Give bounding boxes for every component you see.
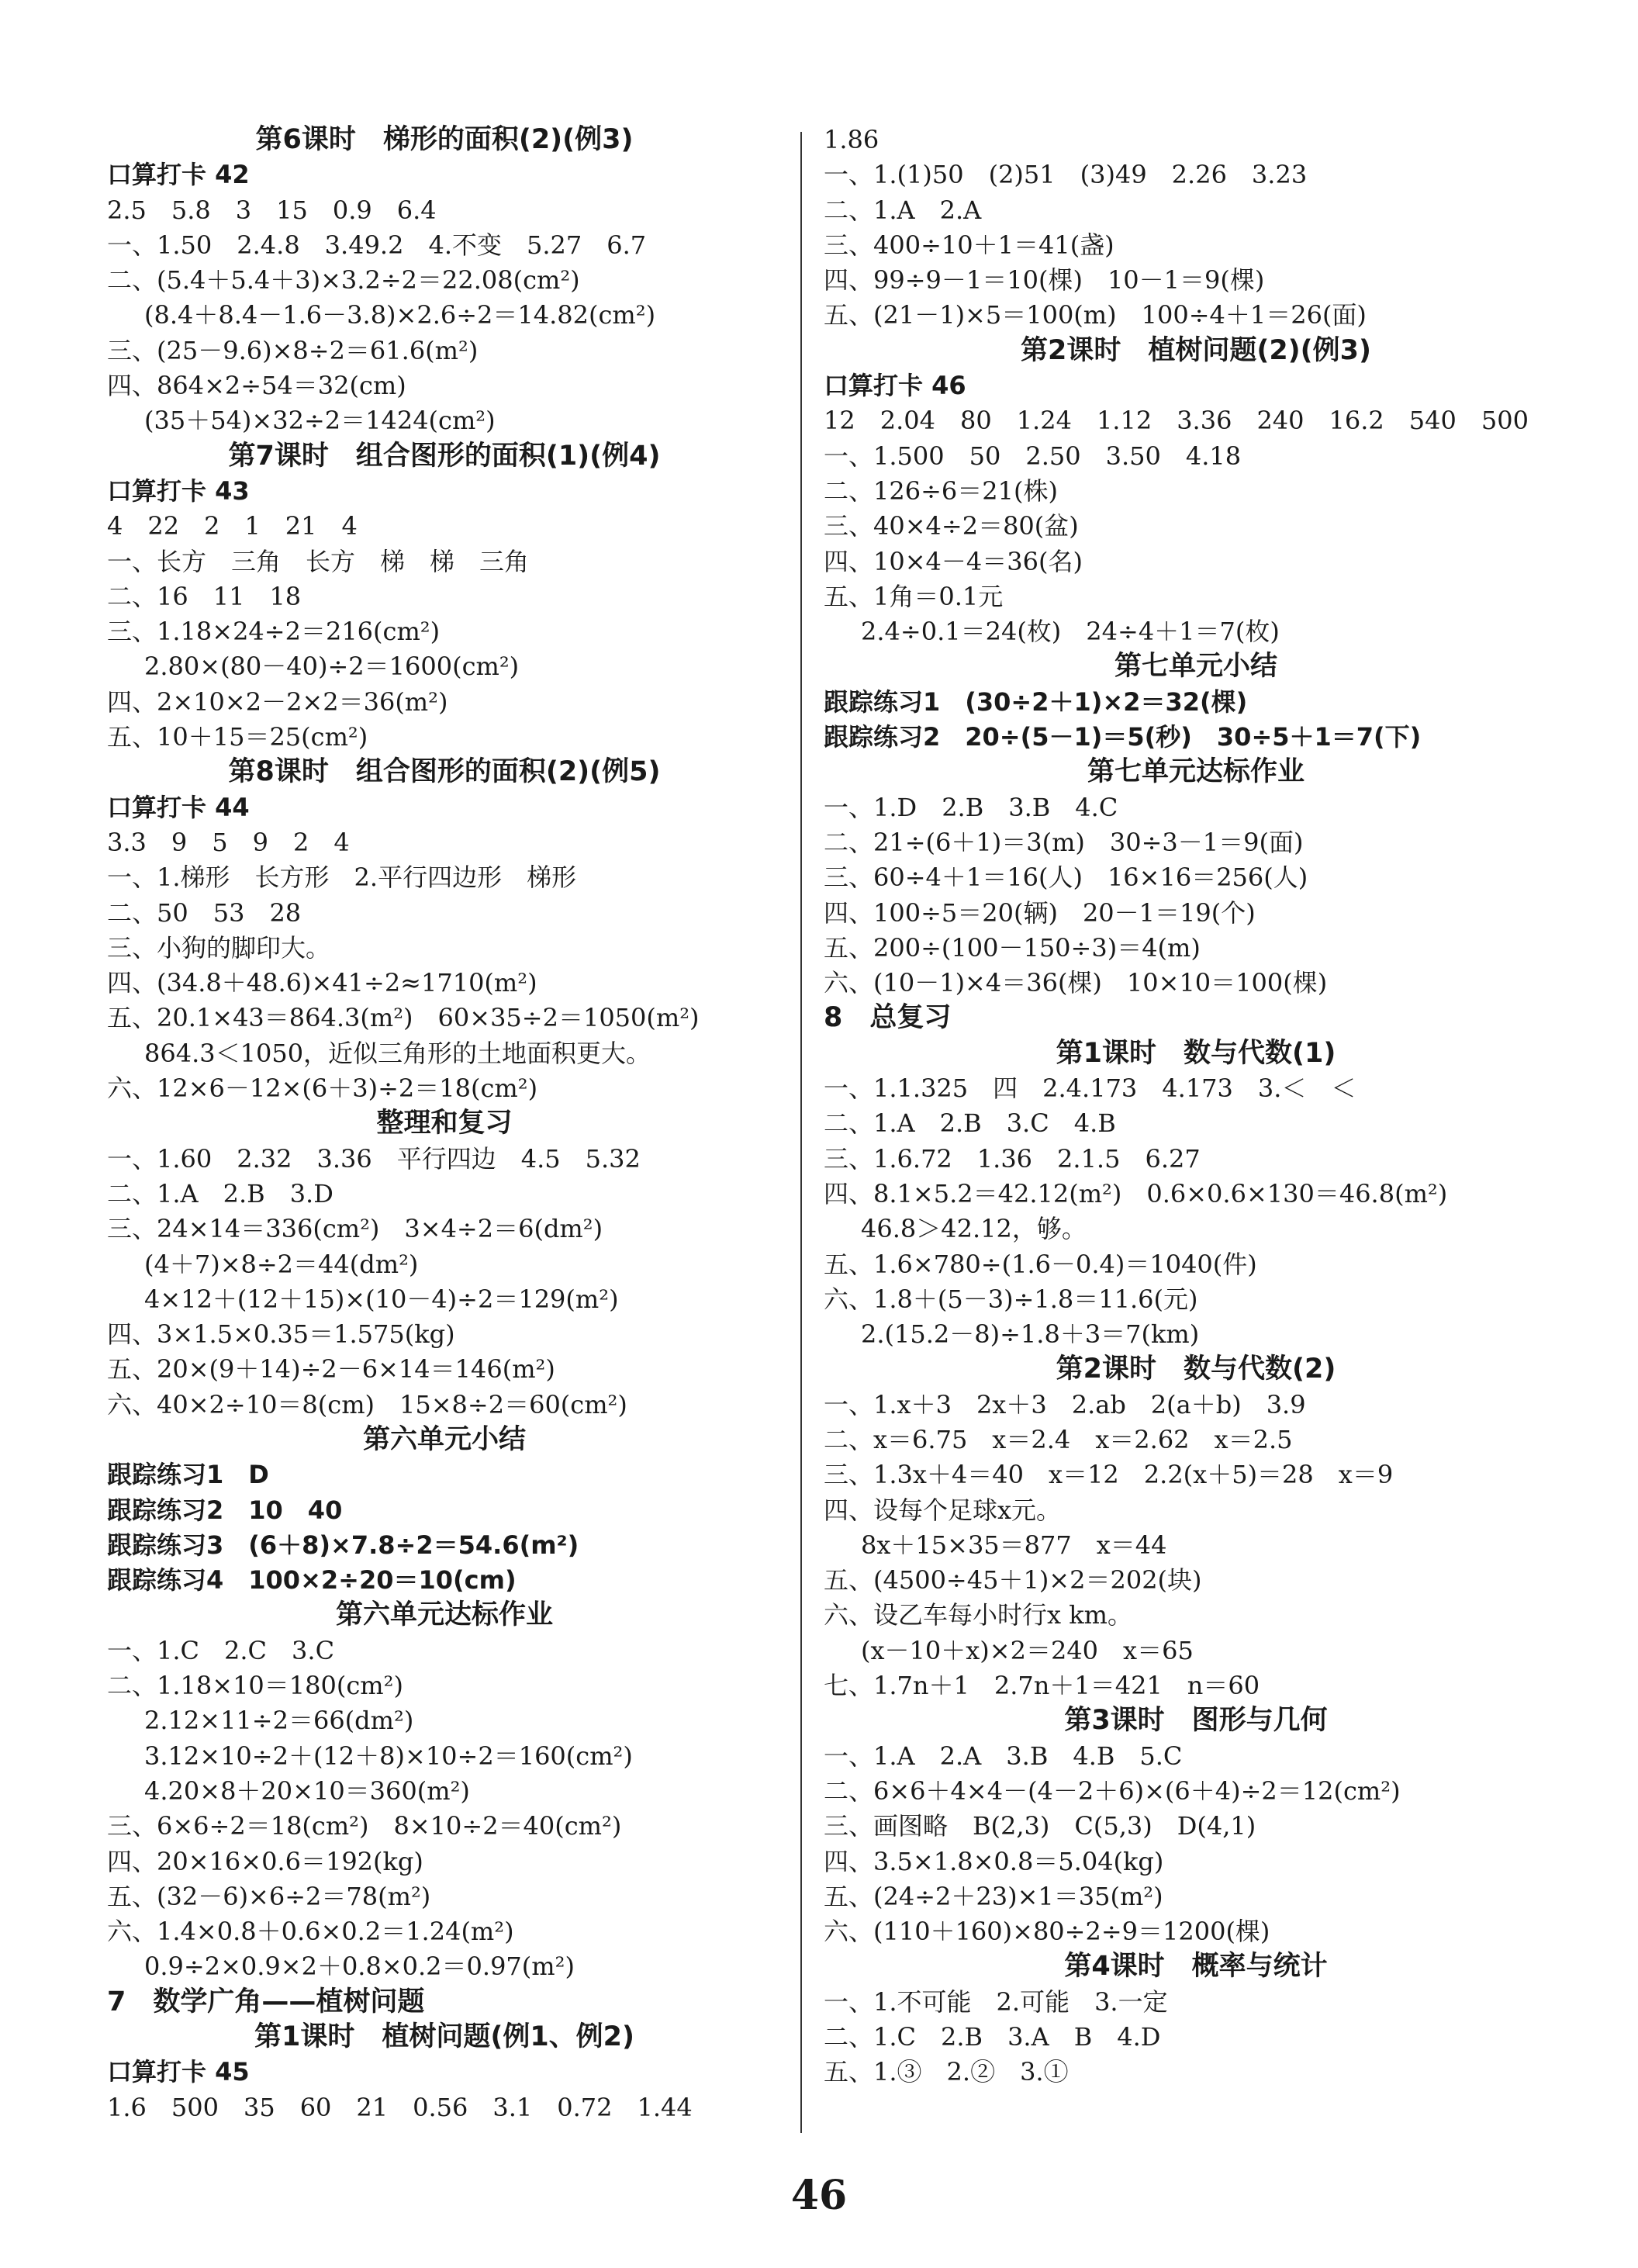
- practice-label-line: 跟踪练习2 10 40: [107, 1495, 343, 1525]
- answer-line: 五、1.③ 2.② 3.①: [824, 2057, 1069, 2087]
- answer-line: 七、1.7n＋1 2.7n＋1＝421 n＝60: [824, 1671, 1260, 1701]
- answer-line: 二、(5.4＋5.4＋3)×3.2÷2＝22.08(cm²): [107, 265, 580, 296]
- answer-line: 六、12×6－12×(6＋3)÷2＝18(cm²): [107, 1073, 538, 1104]
- answer-line-continued: 4×12＋(12＋15)×(10－4)÷2＝129(m²): [144, 1284, 619, 1314]
- answer-line: 五、(4500÷45＋1)×2＝202(块): [824, 1565, 1202, 1596]
- answer-line: 二、1.A 2.B 3.D: [107, 1178, 333, 1208]
- answer-line: 三、1.3x＋4＝40 x＝12 2.2(x＋5)＝28 x＝9: [824, 1460, 1394, 1490]
- section-heading: 第8课时 组合图形的面积(2)(例5): [228, 756, 661, 788]
- section-heading: 第1课时 数与代数(1): [1056, 1037, 1336, 1069]
- answer-line-continued: (8.4＋8.4－1.6－3.8)×2.6÷2＝14.82(cm²): [144, 300, 656, 330]
- answer-line: 三、1.6.72 1.36 2.1.5 6.27: [824, 1143, 1201, 1174]
- answer-line: 五、20×(9＋14)÷2－6×14＝146(m²): [107, 1354, 555, 1385]
- answer-line: 五、10＋15＝25(cm²): [107, 722, 368, 752]
- answer-line-continued: (4＋7)×8÷2＝44(dm²): [144, 1249, 419, 1279]
- answer-line: 三、24×14＝336(cm²) 3×4÷2＝6(dm²): [107, 1214, 603, 1244]
- answer-line: 一、1.A 2.A 3.B 4.B 5.C: [824, 1741, 1183, 1771]
- answer-line: 一、1.D 2.B 3.B 4.C: [824, 792, 1118, 822]
- practice-label-line: 跟踪练习3 (6＋8)×7.8÷2＝54.6(m²): [107, 1530, 579, 1560]
- answer-line: 二、1.18×10＝180(cm²): [107, 1671, 403, 1701]
- answer-line: 一、1.60 2.32 3.36 平行四边 4.5 5.32: [107, 1143, 641, 1174]
- answer-line: 四、20×16×0.6＝192(kg): [107, 1846, 423, 1876]
- right-column: [824, 123, 1568, 2090]
- answer-line: 六、40×2÷10＝8(cm) 15×8÷2＝60(cm²): [107, 1389, 627, 1419]
- answer-line: 4 22 2 1 21 4: [107, 511, 358, 541]
- answer-line-continued: 3.12×10÷2＋(12＋8)×10÷2＝160(cm²): [144, 1741, 633, 1771]
- answer-line: 四、864×2÷54＝32(cm): [107, 371, 406, 401]
- practice-label-line: 口算打卡 42: [107, 160, 250, 190]
- answer-line: 1.6 500 35 60 21 0.56 3.1 0.72 1.44: [107, 2092, 693, 2122]
- section-heading: 第七单元小结: [1114, 651, 1277, 683]
- answer-line: 四、2×10×2－2×2＝36(m²): [107, 686, 448, 717]
- practice-label-line: 跟踪练习1 D: [107, 1460, 269, 1490]
- unit-heading: 8 总复习: [824, 1002, 952, 1034]
- answer-line: 四、10×4－4＝36(名): [824, 546, 1083, 576]
- answer-line-continued: 8x＋15×35＝877 x＝44: [861, 1530, 1167, 1560]
- answer-line-continued: 4.20×8＋20×10＝360(m²): [144, 1775, 470, 1806]
- answer-line: 三、40×4÷2＝80(盆): [824, 511, 1079, 541]
- answer-line: 四、设每个足球x元。: [824, 1495, 1062, 1525]
- answer-line-continued: 2.(15.2－8)÷1.8＋3＝7(km): [861, 1319, 1200, 1350]
- answer-line: 一、1.500 50 2.50 3.50 4.18: [824, 441, 1242, 471]
- answer-line: 一、1.不可能 2.可能 3.一定: [824, 1986, 1168, 2017]
- unit-heading: 7 数学广角——植树问题: [107, 1986, 425, 2017]
- answer-line: 1.86: [824, 125, 879, 154]
- section-heading: 第六单元小结: [362, 1423, 526, 1455]
- section-heading: 第6课时 梯形的面积(2)(例3): [255, 124, 634, 155]
- section-heading: 第七单元达标作业: [1087, 756, 1305, 788]
- answer-line: 二、1.A 2.B 3.C 4.B: [824, 1108, 1116, 1139]
- answer-line: 一、1.梯形 长方形 2.平行四边形 梯形: [107, 863, 577, 893]
- answer-line: 二、6×6＋4×4－(4－2＋6)×(6＋4)÷2＝12(cm²): [824, 1775, 1401, 1806]
- answer-line: 三、1.18×24÷2＝216(cm²): [107, 617, 441, 647]
- answer-line-continued: 2.12×11÷2＝66(dm²): [144, 1706, 414, 1736]
- answer-line: 四、8.1×5.2＝42.12(m²) 0.6×0.6×130＝46.8(m²): [824, 1178, 1448, 1208]
- practice-label-line: 跟踪练习4 100×2÷20＝10(cm): [107, 1565, 517, 1596]
- practice-label-line: 跟踪练习2 20÷(5－1)＝5(秒) 30÷5＋1＝7(下): [824, 722, 1422, 752]
- answer-line: 三、400÷10＋1＝41(盏): [824, 230, 1114, 260]
- practice-label-line: 口算打卡 43: [107, 475, 250, 506]
- answer-line: 六、1.4×0.8＋0.6×0.2＝1.24(m²): [107, 1917, 514, 1947]
- section-heading: 第7课时 组合图形的面积(1)(例4): [228, 440, 661, 472]
- answer-line: 五、(24÷2＋23)×1＝35(m²): [824, 1881, 1163, 1911]
- section-heading: 第3课时 图形与几何: [1064, 1705, 1328, 1737]
- answer-line: 六、(10－1)×4＝36(棵) 10×10＝100(棵): [824, 968, 1328, 998]
- answer-line: 三、(25－9.6)×8÷2＝61.6(m²): [107, 335, 479, 365]
- answer-line-continued: 2.4÷0.1＝24(枚) 24÷4＋1＝7(枚): [861, 617, 1280, 647]
- answer-line: 四、100÷5＝20(辆) 20－1＝19(个): [824, 897, 1256, 928]
- answer-line: 3.3 9 5 9 2 4: [107, 827, 350, 857]
- answer-line: 六、(110＋160)×80÷2÷9＝1200(棵): [824, 1917, 1270, 1947]
- answer-line-continued: (35＋54)×32÷2＝1424(cm²): [144, 406, 496, 436]
- answer-line: 五、(21－1)×5＝100(m) 100÷4＋1＝26(面): [824, 300, 1367, 330]
- answer-line: 六、1.8＋(5－3)÷1.8＝11.6(元): [824, 1284, 1198, 1314]
- section-heading: 第2课时 数与代数(2): [1056, 1354, 1336, 1385]
- answer-line: 三、60÷4＋1＝16(人) 16×16＝256(人): [824, 863, 1308, 893]
- answer-line: 二、126÷6＝21(株): [824, 475, 1058, 506]
- answer-line: 2.5 5.8 3 15 0.9 6.4: [107, 195, 437, 225]
- answer-line: 二、1.A 2.A: [824, 195, 982, 225]
- answer-line: 一、1.1.325 四 2.4.173 4.173 3.＜ ＜: [824, 1073, 1356, 1104]
- answer-line: 二、x＝6.75 x＝2.4 x＝2.62 x＝2.5: [824, 1424, 1293, 1454]
- answer-line: 一、1.(1)50 (2)51 (3)49 2.26 3.23: [824, 160, 1308, 190]
- answer-line: 四、99÷9－1＝10(棵) 10－1＝9(棵): [824, 265, 1265, 296]
- answer-line: 二、50 53 28: [107, 897, 302, 928]
- section-heading: 第4课时 概率与统计: [1064, 1951, 1328, 1983]
- section-heading: 第1课时 植树问题(例1、例2): [254, 2021, 635, 2053]
- answer-line: 三、6×6÷2＝18(cm²) 8×10÷2＝40(cm²): [107, 1811, 622, 1841]
- practice-label-line: 口算打卡 45: [107, 2057, 250, 2087]
- answer-line-continued: (x－10＋x)×2＝240 x＝65: [861, 1635, 1194, 1665]
- answer-line: 三、小狗的脚印大。: [107, 932, 331, 963]
- answer-line: 二、16 11 18: [107, 581, 302, 611]
- answer-line: 一、1.50 2.4.8 3.49.2 4.不变 5.27 6.7: [107, 230, 647, 260]
- answer-line: 二、1.C 2.B 3.A B 4.D: [824, 2022, 1161, 2052]
- answer-line: 四、3×1.5×0.35＝1.575(kg): [107, 1319, 455, 1350]
- left-column: [107, 123, 782, 2125]
- answer-line-continued: 2.80×(80－40)÷2＝1600(cm²): [144, 652, 520, 682]
- section-heading: 第六单元达标作业: [335, 1599, 553, 1631]
- answer-line: 一、1.C 2.C 3.C: [107, 1635, 335, 1665]
- answer-line: 五、1角＝0.1元: [824, 581, 1004, 611]
- practice-label-line: 口算打卡 44: [107, 792, 250, 822]
- practice-label-line: 跟踪练习1 (30÷2＋1)×2＝32(棵): [824, 686, 1248, 717]
- answer-line: 三、画图略 B(2,3) C(5,3) D(4,1): [824, 1811, 1256, 1841]
- answer-line-continued: 0.9÷2×0.9×2＋0.8×0.2＝0.97(m²): [144, 1952, 575, 1982]
- answer-line: 一、长方 三角 长方 梯 梯 三角: [107, 546, 530, 576]
- answer-line: 二、21÷(6＋1)＝3(m) 30÷3－1＝9(面): [824, 827, 1304, 857]
- answer-line: 四、(34.8＋48.6)×41÷2≈1710(m²): [107, 968, 537, 998]
- answer-line: 五、(32－6)×6÷2＝78(m²): [107, 1881, 431, 1911]
- page-number: 46: [790, 2172, 848, 2219]
- section-heading: 第2课时 植树问题(2)(例3): [1020, 334, 1372, 366]
- answer-line: 12 2.04 80 1.24 1.12 3.36 240 16.2 540 500: [824, 406, 1529, 436]
- section-heading: 整理和复习: [376, 1108, 513, 1139]
- answer-line-continued: 864.3＜1050，近似三角形的土地面积更大。: [144, 1038, 651, 1068]
- answer-line: 五、200÷(100－150÷3)＝4(m): [824, 932, 1201, 963]
- answer-line: 六、设乙车每小时行x km。: [824, 1600, 1132, 1630]
- answer-line: 一、1.x＋3 2x＋3 2.ab 2(a＋b) 3.9: [824, 1389, 1306, 1419]
- answer-line: 四、3.5×1.8×0.8＝5.04(kg): [824, 1846, 1164, 1876]
- answer-line-continued: 46.8＞42.12，够。: [861, 1214, 1087, 1244]
- answer-line: 五、20.1×43＝864.3(m²) 60×35÷2＝1050(m²): [107, 1003, 700, 1033]
- practice-label-line: 口算打卡 46: [824, 371, 966, 401]
- column-divider: [800, 132, 802, 2133]
- answer-line: 五、1.6×780÷(1.6－0.4)＝1040(件): [824, 1249, 1257, 1279]
